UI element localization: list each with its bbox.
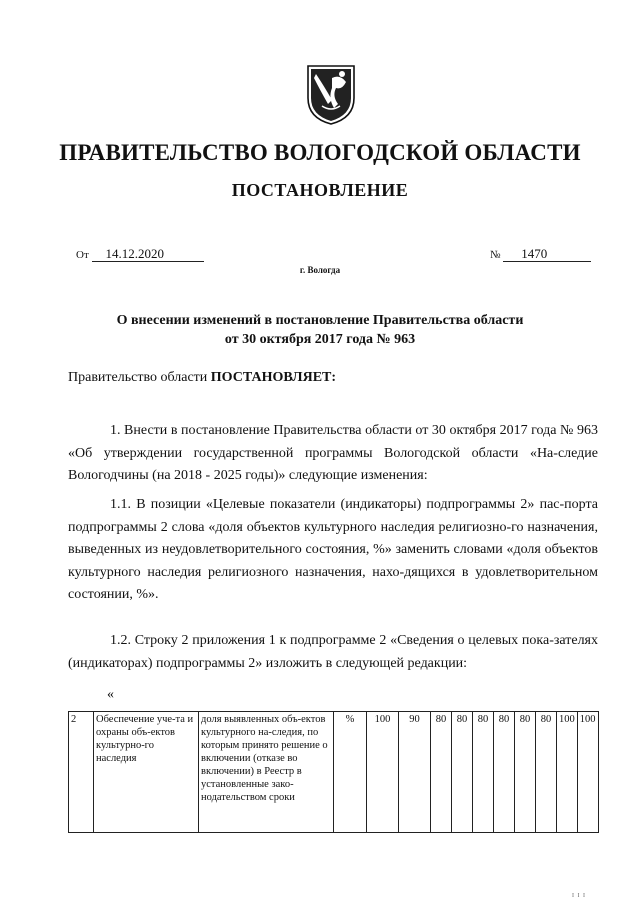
page-mark: I I I	[572, 893, 586, 899]
paragraph-1	[68, 420, 598, 488]
indicator-table	[68, 711, 599, 833]
value-cell: 80	[536, 712, 557, 833]
opening-quote-mark: «	[107, 687, 114, 702]
paragraph-1-1	[68, 494, 598, 607]
value-cell: 100	[367, 712, 399, 833]
subject-line-2: от 30 октября 2017 года № 963	[224, 332, 416, 347]
number-prefix: №	[490, 249, 501, 261]
row-indicator-cell: доля выявленных объ-ектов культурного на-следия, по которым принято решение о включении (отказе во включении) в Реестр в установленные зако-нодательством сроки	[199, 712, 334, 833]
value-cell: 90	[399, 712, 431, 833]
decree-text: Правительство области	[68, 370, 211, 385]
decree-statement	[68, 370, 336, 386]
row-number-cell: 2	[69, 712, 94, 833]
row-name-cell: Обеспечение уче-та и охраны объ-ектов культурно-го наследия	[94, 712, 199, 833]
subject-line-1: О внесении изменений в постановление Правительства области	[116, 313, 524, 328]
number-value: 1470	[503, 247, 591, 262]
organization-title: ПРАВИТЕЛЬСТВО ВОЛОГОДСКОЙ ОБЛАСТИ	[59, 140, 581, 165]
paragraph-1-2	[68, 630, 598, 675]
value-cell: 80	[494, 712, 515, 833]
document-type-title: ПОСТАНОВЛЕНИЕ	[231, 180, 409, 200]
row-unit-cell: %	[334, 712, 367, 833]
vologda-coat-of-arms-emblem	[302, 60, 360, 126]
paragraph-1-1-text: 1.1. В позиции «Целевые показатели (индикаторы) подпрограммы 2» пас-порта подпрограммы 2 слова «доля объектов культурного наследия религиозно-го назначения, выведенных из неудовлетворительного состояния, %» заменить словами «доля объектов культурного наследия религиозного назначения, нахо-дящихся в удовлетворительном состоянии, %».	[68, 497, 598, 602]
date-value: 14.12.2020	[92, 247, 204, 262]
value-cell: 80	[515, 712, 536, 833]
value-cell: 100	[577, 712, 598, 833]
document-subject	[0, 311, 640, 349]
value-cell: 80	[452, 712, 473, 833]
table-row	[69, 712, 599, 833]
value-cell: 80	[473, 712, 494, 833]
value-cell: 100	[557, 712, 578, 833]
city-label: г. Вологда	[299, 265, 341, 275]
date-prefix: От	[76, 249, 89, 261]
decree-keyword: ПОСТАНОВЛЯЕТ:	[210, 370, 337, 385]
value-cell: 80	[431, 712, 452, 833]
date-field	[76, 247, 204, 262]
paragraph-1-text: 1. Внести в постановление Правительства области от 30 октября 2017 года № 963 «Об утверждении государственной программы Вологодской области «На-следие Вологодчины (на 2018 - 2025 годы)» следующие изменения:	[68, 423, 598, 483]
paragraph-1-2-text: 1.2. Строку 2 приложения 1 к подпрограмме 2 «Сведения о целевых пока-зателях (индикаторах) подпрограммы 2» изложить в следующей редакции:	[68, 633, 598, 671]
number-field	[490, 247, 591, 262]
